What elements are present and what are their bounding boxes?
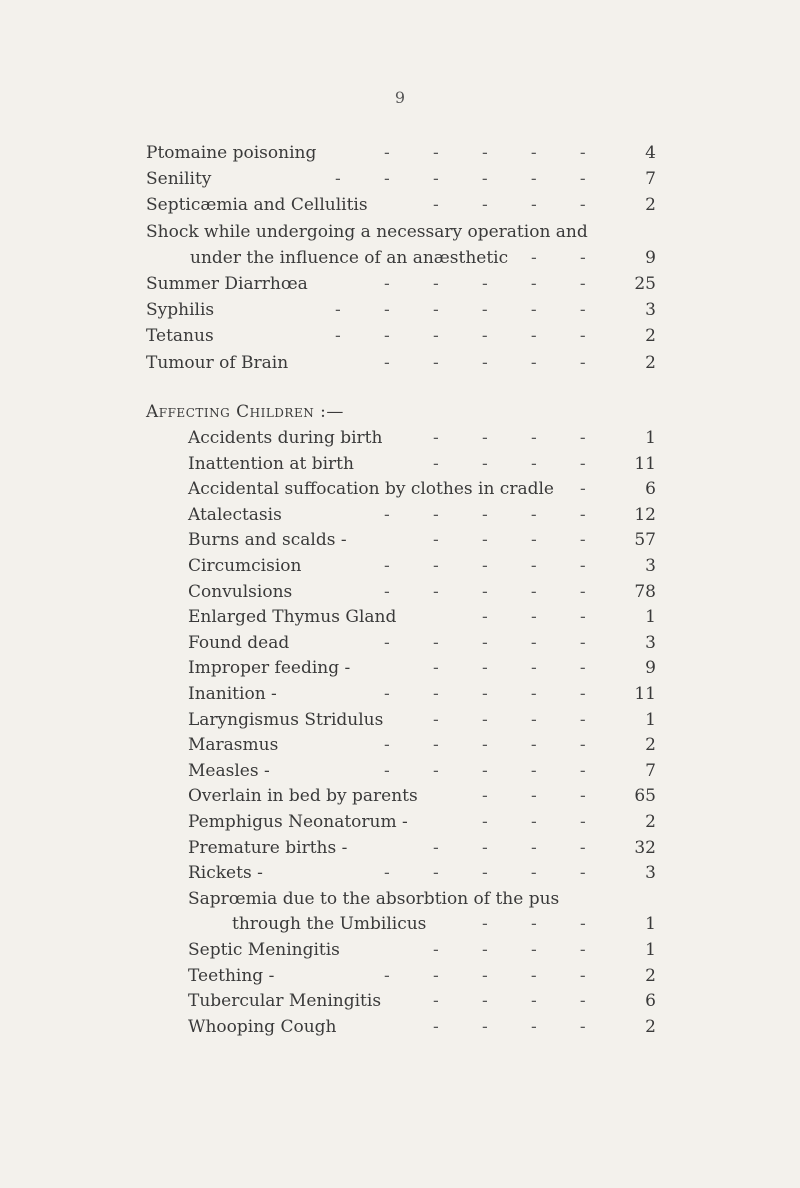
table-row <box>146 166 656 192</box>
leader-dashes: - - - - <box>433 658 586 679</box>
cause-label: Summer Diarrhœa <box>146 274 308 294</box>
table-row <box>188 835 656 861</box>
leader-dashes: - - - - - - <box>335 169 586 190</box>
table-row <box>188 707 656 733</box>
table-row <box>146 350 656 376</box>
leader-dashes: - - - <box>482 607 586 628</box>
cause-count: 2 <box>645 352 656 373</box>
leader-dashes: - - - - <box>433 530 586 551</box>
table-row <box>188 425 656 451</box>
cause-label: Whooping Cough <box>188 1016 337 1037</box>
cause-label: Convulsions <box>188 581 293 602</box>
cause-count: 11 <box>634 453 656 474</box>
cause-count: 7 <box>645 169 656 190</box>
table-row <box>188 783 656 809</box>
cause-count: 1 <box>645 709 656 730</box>
cause-count: 3 <box>645 863 656 884</box>
cause-count: 2 <box>645 965 656 986</box>
leader-dashes: - - - - - <box>384 504 586 525</box>
leader-dashes: - - - - - - <box>335 326 586 347</box>
cause-count: 2 <box>645 326 656 347</box>
leader-dashes: - - - - <box>433 195 586 216</box>
cause-label: Accidental suffocation by clothes in cradle <box>188 479 554 500</box>
cause-label: Inattention at birth <box>188 453 354 474</box>
cause-label: Ptomaine poisoning <box>146 143 317 163</box>
cause-label: through the Umbilicus <box>232 914 427 935</box>
table-row <box>188 1014 656 1040</box>
table-row <box>146 323 656 349</box>
cause-label: Laryngismus Stridulus <box>188 709 384 730</box>
cause-label: Saprœmia due to the absorbtion of the pus <box>188 888 560 909</box>
cause-count: 1 <box>645 428 656 448</box>
table-row <box>188 655 656 681</box>
leader-dashes: - - - - - <box>384 632 586 653</box>
leader-dashes: - - - - - <box>384 735 586 756</box>
cause-label: Tubercular Meningitis <box>188 991 382 1012</box>
section-heading-children: Affecting Children :— <box>146 402 344 422</box>
cause-label: Atalectasis <box>188 504 282 525</box>
cause-label: Shock while undergoing a necessary operation and <box>146 221 588 242</box>
leader-dashes: - - - - <box>433 709 586 730</box>
cause-count: 3 <box>645 556 656 576</box>
cause-label: Inanition - <box>188 684 277 704</box>
cause-count: 1 <box>645 940 656 960</box>
cause-label: Circumcision <box>188 556 302 576</box>
cause-label: Pemphigus Neonatorum - <box>188 812 408 832</box>
table-row <box>188 476 656 502</box>
cause-label: Accidents during birth <box>188 428 383 448</box>
page-number: 9 <box>394 88 406 107</box>
cause-count: 3 <box>645 300 656 321</box>
cause-count: 2 <box>645 812 656 832</box>
cause-count: 2 <box>645 1016 656 1037</box>
cause-count: 57 <box>634 530 656 551</box>
table-row <box>232 911 656 937</box>
cause-count: 12 <box>634 504 656 525</box>
cause-count: 2 <box>645 195 656 216</box>
cause-label: Overlain in bed by parents <box>188 786 418 807</box>
cause-label: Septic Meningitis <box>188 940 340 960</box>
cause-label: Marasmus <box>188 735 279 756</box>
table-row <box>146 219 656 245</box>
table-row <box>190 245 656 271</box>
cause-count: 65 <box>634 786 656 807</box>
table-row <box>188 937 656 963</box>
cause-label: Rickets - <box>188 863 263 884</box>
cause-count: 1 <box>645 914 656 935</box>
table-row <box>188 630 656 656</box>
cause-count: 78 <box>634 581 656 602</box>
cause-count: 32 <box>634 837 656 858</box>
cause-count: 6 <box>645 991 656 1012</box>
cause-label: Premature births - <box>188 837 348 858</box>
cause-count: 11 <box>634 684 656 704</box>
leader-dashes: - - <box>531 247 586 268</box>
table-row <box>188 579 656 605</box>
leader-dashes: - - - - - <box>384 863 586 884</box>
table-row <box>188 553 656 579</box>
table-row <box>146 271 656 297</box>
cause-label: Tetanus <box>146 326 214 347</box>
cause-label: Found dead <box>188 632 290 653</box>
leader-dashes: - - - - <box>433 940 586 960</box>
cause-label: Burns and scalds - <box>188 530 347 551</box>
leader-dashes: - - - - - <box>384 965 586 986</box>
table-row <box>146 140 656 166</box>
table-row <box>146 297 656 323</box>
cause-count: 9 <box>645 247 656 268</box>
cause-count: 2 <box>645 735 656 756</box>
cause-count: 9 <box>645 658 656 679</box>
table-row <box>146 192 656 218</box>
table-row <box>188 758 656 784</box>
cause-label: Enlarged Thymus Gland <box>188 607 397 628</box>
leader-dashes: - - - - <box>433 1016 586 1037</box>
table-row <box>188 527 656 553</box>
leader-dashes: - - - - - <box>384 556 586 576</box>
cause-count: 1 <box>645 607 656 628</box>
leader-dashes: - - - - - <box>384 352 586 373</box>
leader-dashes: - - - - - - <box>335 300 586 321</box>
cause-label: Septicæmia and Cellulitis <box>146 195 368 216</box>
table-row <box>188 886 656 912</box>
cause-count: 25 <box>634 274 656 294</box>
table-row <box>188 451 656 477</box>
cause-label: Improper feeding - <box>188 658 351 679</box>
leader-dashes: - - - - <box>433 453 586 474</box>
leader-dashes: - - - - <box>433 837 586 858</box>
leader-dashes: - - - - - <box>384 581 586 602</box>
table-row <box>188 963 656 989</box>
cause-count: 4 <box>645 143 656 163</box>
table-row <box>188 502 656 528</box>
leader-dashes: - - - - - <box>384 760 586 781</box>
cause-label: under the influence of an anæsthetic <box>190 247 509 268</box>
leader-dashes: - - - - <box>433 991 586 1012</box>
leader-dashes: - - - <box>482 812 586 832</box>
cause-count: 3 <box>645 632 656 653</box>
leader-dashes: - - - - - <box>384 274 586 294</box>
cause-count: 7 <box>645 760 656 781</box>
table-row <box>188 988 656 1014</box>
table-row <box>188 809 656 835</box>
table-row <box>188 681 656 707</box>
cause-label: Syphilis <box>146 300 215 321</box>
leader-dashes: - - - <box>482 914 586 935</box>
leader-dashes: - - - <box>482 786 586 807</box>
cause-label: Measles - <box>188 760 270 781</box>
cause-label: Senility <box>146 169 212 190</box>
table-row <box>188 860 656 886</box>
table-row <box>188 604 656 630</box>
cause-label: Tumour of Brain <box>146 352 289 373</box>
table-row <box>188 732 656 758</box>
cause-label: Teething - <box>188 965 275 986</box>
leader-dashes: - <box>580 479 586 500</box>
leader-dashes: - - - - - <box>384 143 586 163</box>
leader-dashes: - - - - - <box>384 684 586 704</box>
leader-dashes: - - - - <box>433 428 586 448</box>
cause-count: 6 <box>645 479 656 500</box>
